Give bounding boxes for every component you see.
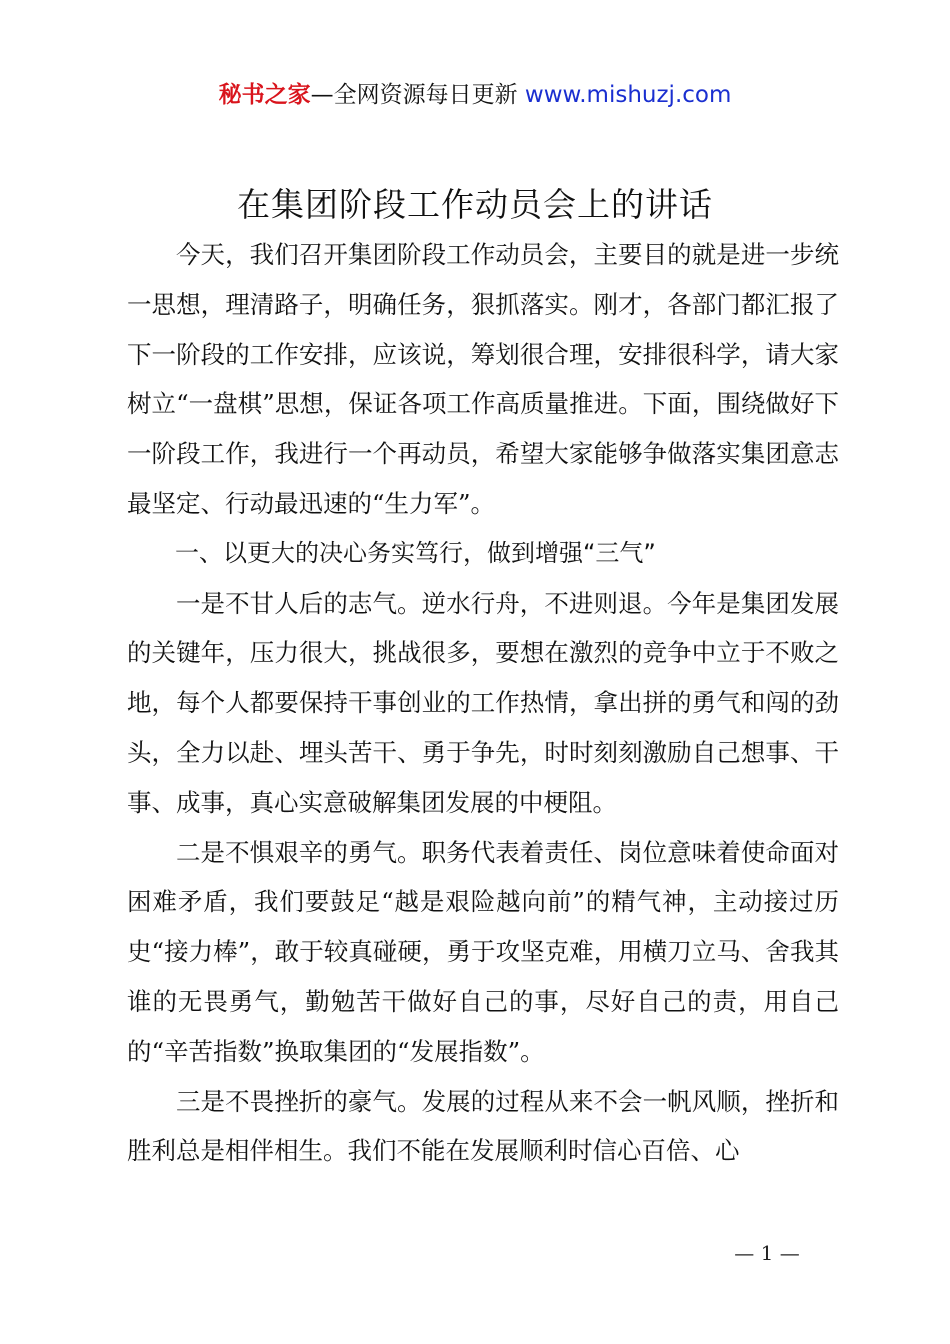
site-url-link[interactable]: www.mishuzj.com bbox=[524, 82, 732, 108]
paragraph-intro: 今天，我们召开集团阶段工作动员会，主要目的就是进一步统一思想，理清路子，明确任务，狠抓落实。刚才，各部门都汇报了下一阶段的工作安排，应该说，筹划很合理，安排很科学，请大家树立“一盘棋”思想，保证各项工作高质量推进。下面，围绕做好下一阶段工作，我进行一个再动员，希望大家能够争做落实集团意志最坚定、行动最迅速的“生力军”。 bbox=[127, 240, 839, 518]
site-header bbox=[0, 78, 950, 112]
section-heading-1: 一、以更大的决心务实笃行，做到增强“三气” bbox=[175, 538, 656, 567]
brand-name: 秘书之家 bbox=[218, 82, 311, 108]
page-number: — 1 — bbox=[734, 1241, 800, 1265]
document-title: 在集团阶段工作动员会上的讲话 bbox=[237, 185, 713, 224]
paragraph-point-3: 三是不畏挫折的豪气。发展的过程从来不会一帆风顺，挫折和胜利总是相伴相生。我们不能在发展顺利时信心百倍、心 bbox=[127, 1086, 839, 1166]
document-body bbox=[127, 230, 839, 1176]
paragraph-point-2: 二是不惧艰辛的勇气。职务代表着责任、岗位意味着使命面对困难矛盾，我们要鼓足“越是艰险越向前”的精气神，主动接过历史“接力棒”，敢于较真碰硬，勇于攻坚克难，用横刀立马、舍我其谁的无畏勇气，勤勉苦干做好自己的事，尽好自己的责，用自己的“辛苦指数”换取集团的“发展指数”。 bbox=[127, 837, 839, 1066]
header-slogan: —全网资源每日更新 bbox=[310, 82, 518, 108]
paragraph-point-1: 一是不甘人后的志气。逆水行舟，不进则退。今年是集团发展的关键年，压力很大，挑战很多，要想在激烈的竞争中立于不败之地，每个人都要保持干事创业的工作热情，拿出拼的勇气和闯的劲头，全力以赴、埋头苦干、勇于争先，时时刻刻激励自己想事、干事、成事，真心实意破解集团发展的中梗阻。 bbox=[127, 588, 839, 817]
